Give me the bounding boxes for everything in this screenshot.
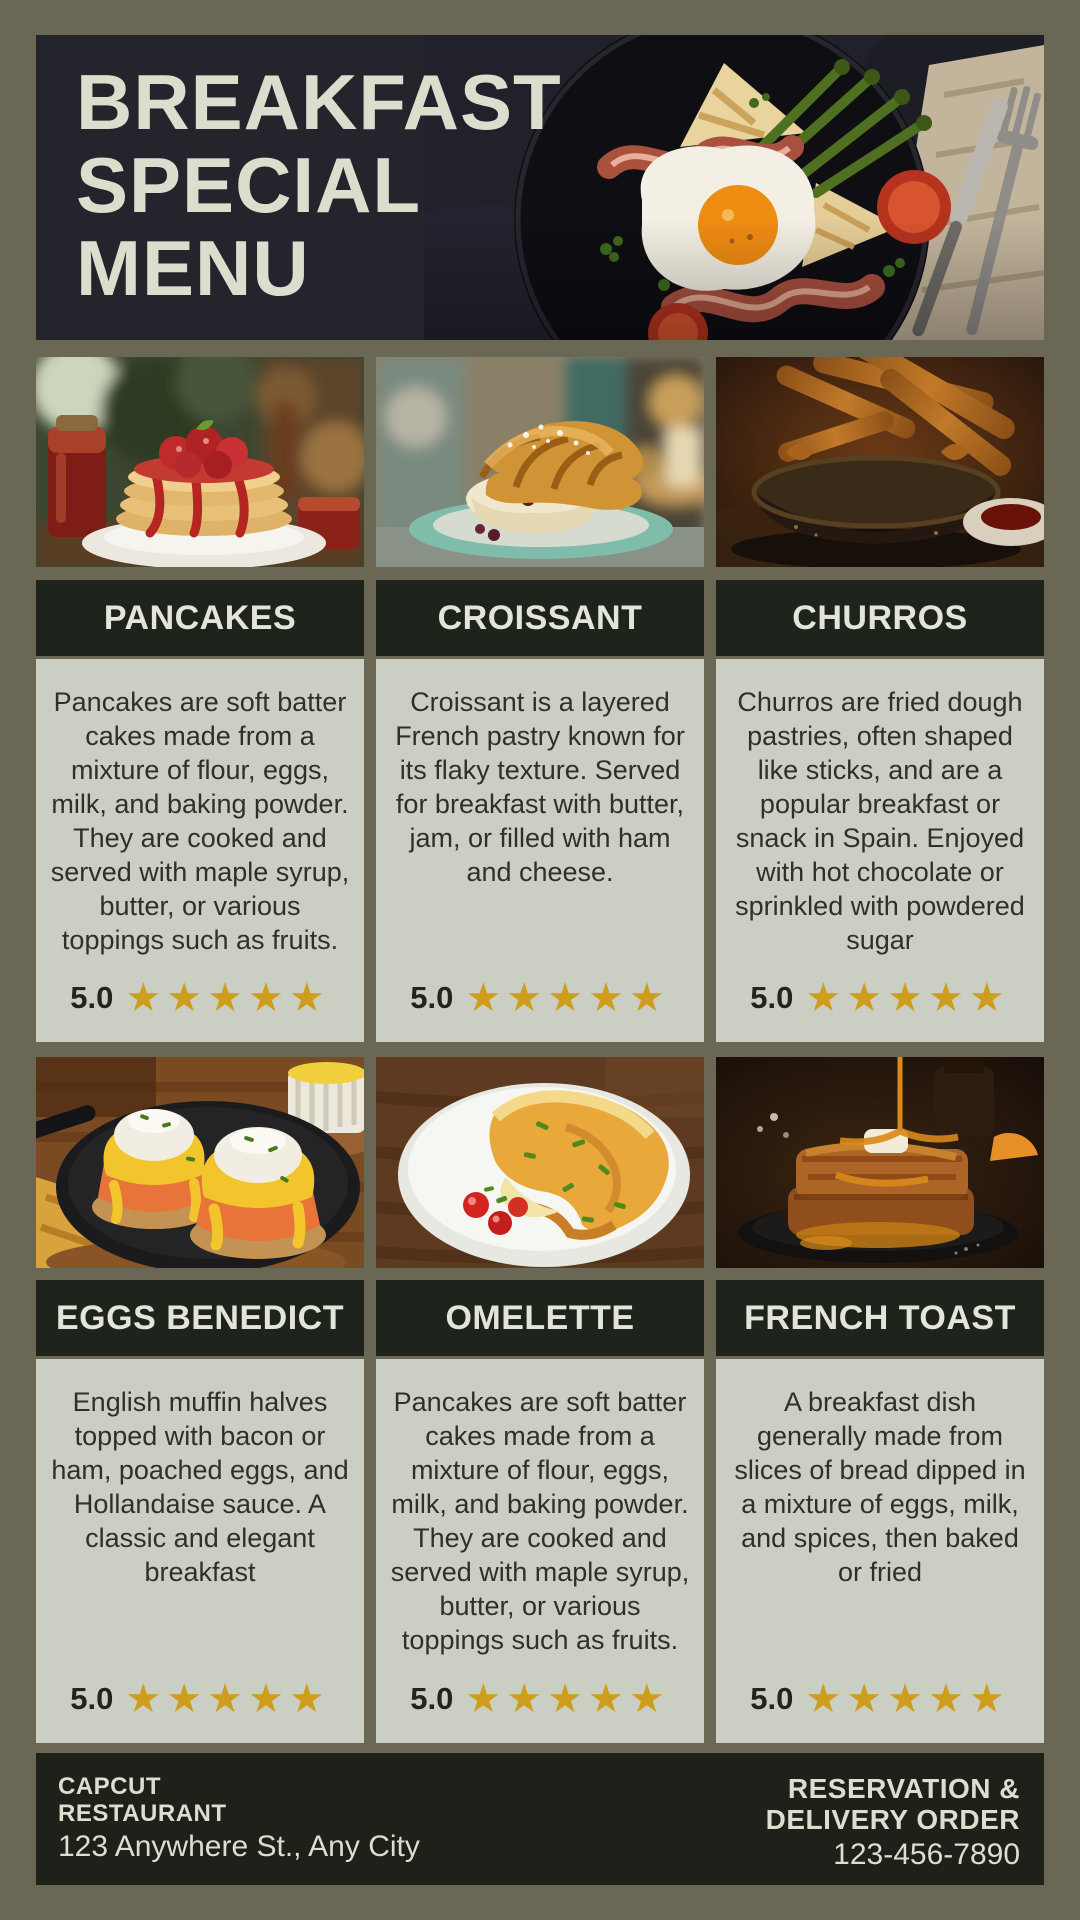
rating-value: 5.0 xyxy=(750,980,794,1015)
page-title xyxy=(76,58,562,312)
item-rating xyxy=(410,1676,670,1722)
rating-stars-icon: ★★★★★ xyxy=(805,1676,1010,1722)
item-title-croissant xyxy=(376,580,704,656)
item-title-eggs-benedict xyxy=(36,1280,364,1356)
item-title-label: OMELETTE xyxy=(445,1298,635,1337)
item-rating xyxy=(70,975,330,1021)
photos-row-1 xyxy=(36,357,1044,567)
item-card-eggs-benedict xyxy=(36,1359,364,1743)
rating-value: 5.0 xyxy=(70,980,114,1015)
item-title-label: EGGS BENEDICT xyxy=(56,1298,344,1337)
photos-row-2 xyxy=(36,1057,1044,1268)
item-card-pancakes xyxy=(36,659,364,1042)
titles-row-1 xyxy=(36,580,1044,656)
item-rating xyxy=(410,975,670,1021)
item-card-omelette xyxy=(376,1359,704,1743)
item-title-label: CHURROS xyxy=(792,598,968,637)
rating-value: 5.0 xyxy=(410,980,454,1015)
item-title-pancakes xyxy=(36,580,364,656)
restaurant-name-line-2: RESTAURANT xyxy=(58,1800,227,1827)
item-rating xyxy=(70,1676,330,1722)
rating-stars-icon: ★★★★★ xyxy=(465,975,670,1021)
rating-stars-icon: ★★★★★ xyxy=(125,1676,330,1722)
churros-photo xyxy=(716,357,1044,567)
header-banner xyxy=(36,35,1044,340)
item-description: Churros are fried dough pastries, often shaped like sticks, and are a popular breakfast or snack in Spain. Enjoyed with hot chocolate or sprinkled with powdered sugar xyxy=(735,687,1025,955)
title-line-3: MENU xyxy=(76,224,310,312)
item-title-label: CROISSANT xyxy=(437,598,643,637)
item-title-label: PANCAKES xyxy=(103,598,297,637)
rating-value: 5.0 xyxy=(750,1681,794,1716)
cards-row-2 xyxy=(36,1359,1044,1743)
pancakes-photo xyxy=(36,357,364,567)
reservation-info xyxy=(766,1773,1020,1875)
item-description: Pancakes are soft batter cakes made from a mixture of flour, eggs, milk, and baking powder. They are cooked and served with maple syrup, butter, or various toppings such as fruits. xyxy=(390,1387,690,1655)
item-title-omelette xyxy=(376,1280,704,1356)
item-card-french-toast xyxy=(716,1359,1044,1743)
restaurant-info xyxy=(58,1773,420,1867)
item-title-churros xyxy=(716,580,1044,656)
rating-stars-icon: ★★★★★ xyxy=(465,1676,670,1722)
reservation-phone: 123-456-7890 xyxy=(833,1838,1020,1871)
rating-stars-icon: ★★★★★ xyxy=(125,975,330,1021)
title-line-2: SPECIAL xyxy=(76,141,422,229)
titles-row-2 xyxy=(36,1280,1044,1356)
item-rating xyxy=(750,975,1010,1021)
french-toast-photo xyxy=(716,1057,1044,1268)
item-card-croissant xyxy=(376,659,704,1042)
rating-value: 5.0 xyxy=(410,1681,454,1716)
cards-row-1 xyxy=(36,659,1044,1042)
restaurant-name-line-1: CAPCUT xyxy=(58,1773,161,1800)
item-title-french-toast xyxy=(716,1280,1044,1356)
croissant-photo xyxy=(376,357,704,567)
reservation-heading-line-1: RESERVATION & xyxy=(787,1773,1020,1804)
restaurant-address: 123 Anywhere St., Any City xyxy=(58,1830,420,1863)
item-card-churros xyxy=(716,659,1044,1042)
omelette-photo xyxy=(376,1057,704,1268)
reservation-heading-line-2: DELIVERY ORDER xyxy=(765,1804,1020,1835)
item-description: Croissant is a layered French pastry known for its flaky texture. Served for breakfast with butter, jam, or filled with ham and cheese. xyxy=(395,687,685,887)
rating-stars-icon: ★★★★★ xyxy=(805,975,1010,1021)
item-title-label: FRENCH TOAST xyxy=(744,1298,1016,1337)
title-line-1: BREAKFAST xyxy=(76,58,562,146)
item-description: Pancakes are soft batter cakes made from a mixture of flour, eggs, milk, and baking powder. They are cooked and served with maple syrup, butter, or various toppings such as fruits. xyxy=(50,687,350,955)
item-description: A breakfast dish generally made from slices of bread dipped in a mixture of eggs, milk, and spices, then baked or fried xyxy=(734,1387,1026,1587)
item-rating xyxy=(750,1676,1010,1722)
footer-bar xyxy=(36,1753,1044,1885)
item-description: English muffin halves topped with bacon or ham, poached eggs, and Hollandaise sauce. A classic and elegant breakfast xyxy=(51,1387,349,1587)
eggs-benedict-photo xyxy=(36,1057,364,1268)
rating-value: 5.0 xyxy=(70,1681,114,1716)
